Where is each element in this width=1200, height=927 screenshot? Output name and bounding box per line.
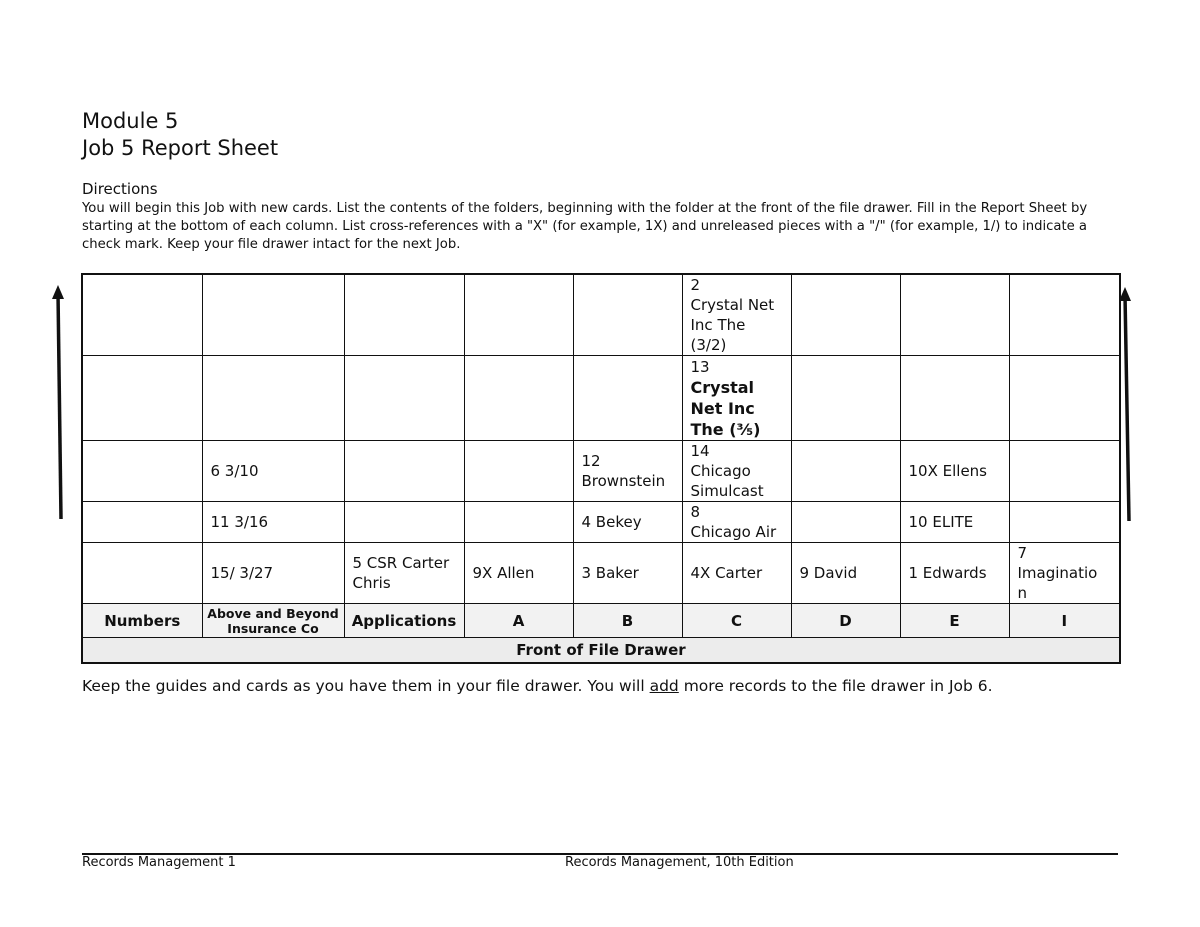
table-row	[82, 502, 1120, 543]
footer-left: Records Management 1	[82, 855, 236, 870]
table-cell	[682, 274, 791, 356]
table-cell	[464, 502, 573, 543]
table-cell	[900, 274, 1009, 356]
table-cell: 11 3/16	[202, 502, 344, 543]
table-cell	[344, 274, 464, 356]
column-header-row	[82, 604, 1120, 638]
table-cell: 8 Chicago Air	[682, 502, 791, 543]
front-of-file-drawer-label: Front of File Drawer	[82, 638, 1120, 664]
table-cell: 1 Edwards	[900, 543, 1009, 604]
closing-note	[82, 677, 993, 695]
table-cell	[82, 356, 202, 441]
table-row	[82, 356, 1120, 441]
table-cell	[82, 543, 202, 604]
column-header: Above and Beyond Insurance Co	[202, 604, 344, 638]
table-cell: 4 Bekey	[573, 502, 682, 543]
table-cell	[202, 274, 344, 356]
table-cell	[791, 502, 900, 543]
table-cell	[464, 356, 573, 441]
column-header: Numbers	[82, 604, 202, 638]
table-cell: 10 ELITE	[900, 502, 1009, 543]
table-row	[82, 274, 1120, 356]
cell-number: 2	[690, 276, 701, 294]
table-cell: 10X Ellens	[900, 441, 1009, 502]
column-header: D	[791, 604, 900, 638]
table-cell	[573, 356, 682, 441]
cell-text: Crystal Net Inc The (⅗)	[690, 377, 761, 439]
table-cell	[344, 356, 464, 441]
closing-note-underlined: add	[649, 677, 679, 695]
column-header: B	[573, 604, 682, 638]
table-cell: 3 Baker	[573, 543, 682, 604]
table-cell	[464, 441, 573, 502]
table-cell	[791, 274, 900, 356]
directions-heading: Directions	[82, 180, 158, 198]
front-row	[82, 638, 1120, 664]
page-title	[82, 108, 278, 162]
table-cell	[82, 441, 202, 502]
table-row	[82, 543, 1120, 604]
table-cell	[344, 502, 464, 543]
table-cell	[82, 502, 202, 543]
column-header: C	[682, 604, 791, 638]
table-cell	[1009, 502, 1120, 543]
cell-number: 13	[690, 357, 710, 376]
table-cell: 9 David	[791, 543, 900, 604]
table-cell: 5 CSR Carter Chris	[344, 543, 464, 604]
table-cell	[1009, 356, 1120, 441]
table-cell	[1009, 441, 1120, 502]
table-cell: 9X Allen	[464, 543, 573, 604]
up-arrow-icon	[50, 283, 68, 523]
column-header: I	[1009, 604, 1120, 638]
table-cell: 4X Carter	[682, 543, 791, 604]
table-cell: 7 Imaginatio n	[1009, 543, 1120, 604]
table-cell	[1009, 274, 1120, 356]
table-cell	[464, 274, 573, 356]
column-header: A	[464, 604, 573, 638]
column-header: Applications	[344, 604, 464, 638]
table-cell: 15/ 3/27	[202, 543, 344, 604]
column-header: E	[900, 604, 1009, 638]
table-cell	[791, 356, 900, 441]
table-cell	[344, 441, 464, 502]
table-cell	[682, 356, 791, 441]
footer-right: Records Management, 10th Edition	[565, 855, 794, 870]
closing-note-rest: more records to the file drawer in Job 6.	[678, 677, 993, 695]
table-cell	[202, 356, 344, 441]
report-table	[81, 273, 1121, 664]
table-cell	[573, 274, 682, 356]
closing-note-text: Keep the guides and cards as you have them in your file drawer. You will	[82, 677, 650, 695]
table-cell	[791, 441, 900, 502]
table-cell: 12 Brownstein	[573, 441, 682, 502]
module-title: Module 5	[82, 109, 179, 133]
cell-text: Crystal Net Inc The (3/2)	[690, 296, 775, 354]
job-title: Job 5 Report Sheet	[82, 136, 279, 160]
table-cell	[82, 274, 202, 356]
directions-text: You will begin this Job with new cards. List the contents of the folders, beginning with the folder at the front of the file drawer. Fill in the Report Sheet by starting at the bottom of each column. List cross-references with a "X" (for example, 1X) and unreleased pieces with a "/" (for example, 1/) to indicate a check mark. Keep your file drawer intact for the next Job.	[82, 201, 1088, 252]
table-cell: 6 3/10	[202, 441, 344, 502]
table-cell	[900, 356, 1009, 441]
table-cell: 14 Chicago Simulcast	[682, 441, 791, 502]
table-row	[82, 441, 1120, 502]
